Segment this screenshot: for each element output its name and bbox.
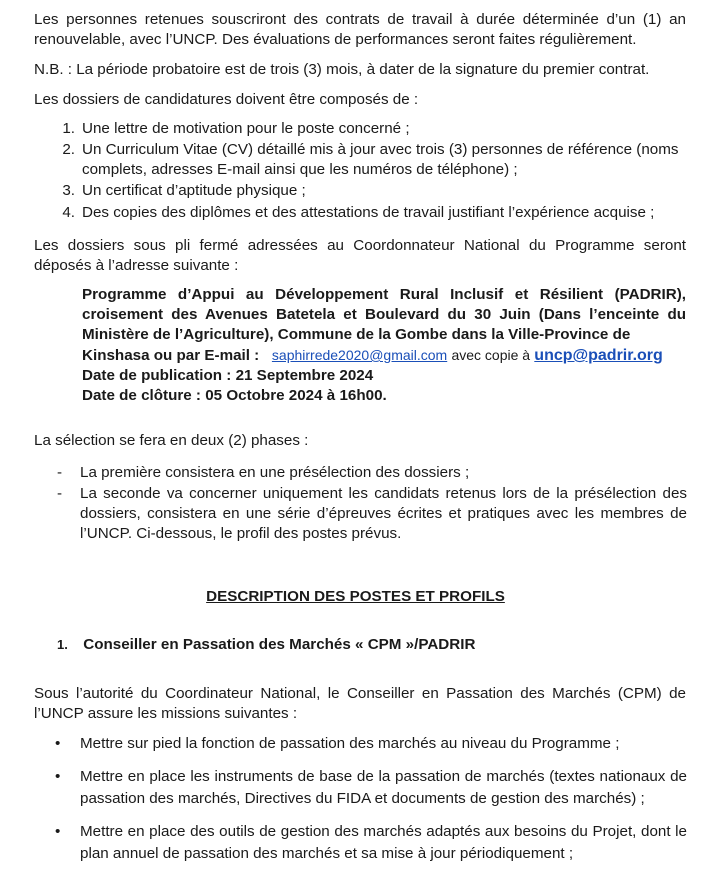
list-item bbox=[57, 181, 687, 201]
email-line bbox=[82, 345, 686, 366]
nb-note: N.B. : La période probatoire est de trois (3) mois, à dater de la signature du premier contrat. bbox=[34, 61, 650, 78]
list-item bbox=[57, 484, 687, 544]
list-text: Mettre en place les instruments de base de la passation de marchés (textes nationaux de passation des marchés, Directives du FIDA et documents de gestion des marchés) ; bbox=[80, 768, 687, 807]
list-number: 2. bbox=[62, 141, 75, 158]
poste-title bbox=[57, 636, 475, 653]
list-item bbox=[57, 463, 687, 483]
list-number: 3. bbox=[62, 182, 75, 199]
bullet-marker: • bbox=[55, 735, 61, 752]
email-label: Kinshasa ou par E-mail : bbox=[82, 347, 260, 364]
list-marker: - bbox=[57, 485, 63, 502]
bullet-marker: • bbox=[55, 823, 61, 840]
email-link-copy[interactable]: uncp@padrir.org bbox=[534, 347, 663, 364]
poste-intro: Sous l’autorité du Coordinateur National, le Conseiller en Passation des Marchés (CPM) de l’UNCP assure les missions suivantes : bbox=[34, 685, 686, 722]
publication-date: Date de publication : 21 Septembre 2024 bbox=[82, 367, 374, 384]
bullet-marker: • bbox=[55, 768, 61, 785]
list-item bbox=[57, 119, 687, 139]
list-item bbox=[55, 766, 687, 810]
list-marker: - bbox=[57, 464, 63, 481]
list-text: Un Curriculum Vitae (CV) détaillé mis à jour avec trois (3) personnes de référence (noms complets, adresses E-mail ainsi que les numéros de téléphone) ; bbox=[82, 141, 679, 178]
list-number: 1. bbox=[62, 120, 75, 137]
list-text: La seconde va concerner uniquement les candidats retenus lors de la présélection des dossiers, consistera en une série d’épreuves écrites et pratiques avec les membres de l’UNCP. Ci-dessous, le profil des postes prévus. bbox=[80, 485, 687, 542]
email-link[interactable]: saphirrede2020@gmail.com bbox=[271, 347, 448, 363]
poste-number: 1. bbox=[57, 637, 68, 652]
list-text: Un certificat d’aptitude physique ; bbox=[82, 182, 306, 199]
list-item bbox=[57, 140, 687, 180]
poste-title-text: Conseiller en Passation des Marchés « CPM »/PADRIR bbox=[83, 636, 476, 653]
list-item bbox=[55, 821, 687, 865]
list-text: Mettre sur pied la fonction de passation des marchés au niveau du Programme ; bbox=[80, 735, 620, 752]
list-text: Une lettre de motivation pour le poste concerné ; bbox=[82, 120, 410, 137]
dossier-intro: Les dossiers de candidatures doivent être composés de : bbox=[34, 91, 419, 108]
closing-date: Date de clôture : 05 Octobre 2024 à 16h00. bbox=[82, 387, 387, 404]
list-item bbox=[55, 733, 687, 755]
section-heading: DESCRIPTION DES POSTES ET PROFILS bbox=[206, 588, 505, 605]
selection-intro: La sélection se fera en deux (2) phases : bbox=[34, 432, 309, 449]
deposit-paragraph: Les dossiers sous pli fermé adressées au Coordonnateur National du Programme seront déposés à l’adresse suivante : bbox=[34, 237, 686, 274]
copy-label: avec copie à bbox=[451, 347, 531, 363]
address-text: Programme d’Appui au Développement Rural Inclusif et Résilient (PADRIR), croisement des Avenues Batetela et Boulevard du 30 Juin (Dans l’enceinte du Ministère de l’Agriculture), Commune de la Gombe dans la Ville-Province de bbox=[82, 286, 686, 343]
list-text: Des copies des diplômes et des attestations de travail justifiant l’expérience acquise ; bbox=[82, 204, 655, 221]
list-item bbox=[57, 203, 687, 223]
address-block bbox=[82, 285, 686, 406]
list-text: Mettre en place des outils de gestion des marchés adaptés aux besoins du Projet, dont le plan annuel de passation des marchés et sa mise à jour périodiquement ; bbox=[80, 823, 687, 862]
list-number: 4. bbox=[62, 204, 75, 221]
contract-paragraph: Les personnes retenues souscriront des contrats de travail à durée déterminée d’un (1) an renouvelable, avec l’UNCP. Des évaluations de performances seront faites régulièrement. bbox=[34, 11, 686, 48]
list-text: La première consistera en une présélection des dossiers ; bbox=[80, 464, 470, 481]
